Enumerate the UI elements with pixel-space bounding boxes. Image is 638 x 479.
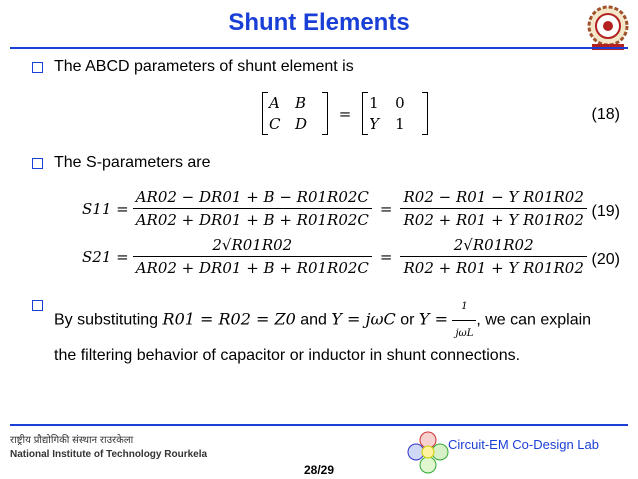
bullet-box-icon [32,62,43,73]
eq20-number: (20) [591,251,620,268]
institute-name: National Institute of Technology Rourkela [10,449,208,460]
footer-divider [10,424,628,426]
bullet-abcd: The ABCD parameters of shunt element is [32,58,354,76]
page-number: 28/29 [303,463,335,477]
equation-20: S21 = $\frac{2√R01R02}{AR02 + DR01 + B + R01R02C}$ = $\frac{2√R01R02}{\text{R02 + R01 + Y R01R02}}$ [82,236,587,277]
s21-frac-1: $\frac{2√R01R02}{AR02 + DR01 + B + R01R02C}$ [133,236,372,277]
bullet-box-icon [32,158,43,169]
s11-frac-1: $\frac{AR02 - DR01 + B - R01R02C}{AR02 + DR01 + B + R01R02C}$ [133,188,372,229]
slide-title: Shunt Elements [228,9,410,36]
s11-frac-2: $\frac{\text{R02 − R01 − Y R01R02}}{\text{R02 + R01 + Y R01R02}}$ [400,188,586,229]
eq18-number: (18) [591,106,620,123]
s21-frac-2: $\frac{2√R01R02}{\text{R02 + R01 + Y R01R02}}$ [400,236,586,277]
bullet-substitution: By substituting R01 = R02 = Z0 and Y = jωC or Y = $\frac{1}{\text{jωL}}$ , we can explain the filtering behavior of capacitor or inductor in shunt connections. [32,296,622,367]
bullet-sparams: The S-parameters are [32,154,211,172]
one-over-jwl: $\frac{1}{\text{jωL}}$ [452,296,476,345]
equation-19: S11 = $\frac{AR02 - DR01 + B - R01R02C}{AR02 + DR01 + B + R01R02C}$ = $\frac{\text{R02 − R01 − Y R01R02}}{\text{R02 + R01 + Y R01R02}}$ [82,188,587,229]
institute-name-hindi: राष्ट्रीय प्रौद्योगिकी संस्थान राउरकेला [10,435,134,446]
institute-logo-icon [584,4,632,52]
abcd-matrix: A B C D [262,92,328,135]
shunt-matrix: 1 0 Y 1 [362,92,428,135]
title-divider [10,47,628,49]
bullet-box-icon [32,300,43,311]
equation-18: A B C D = 1 0 Y 1 [262,92,428,135]
eq19-number: (19) [591,203,620,220]
lab-name: Circuit-EM Co-Design Lab [448,437,599,452]
